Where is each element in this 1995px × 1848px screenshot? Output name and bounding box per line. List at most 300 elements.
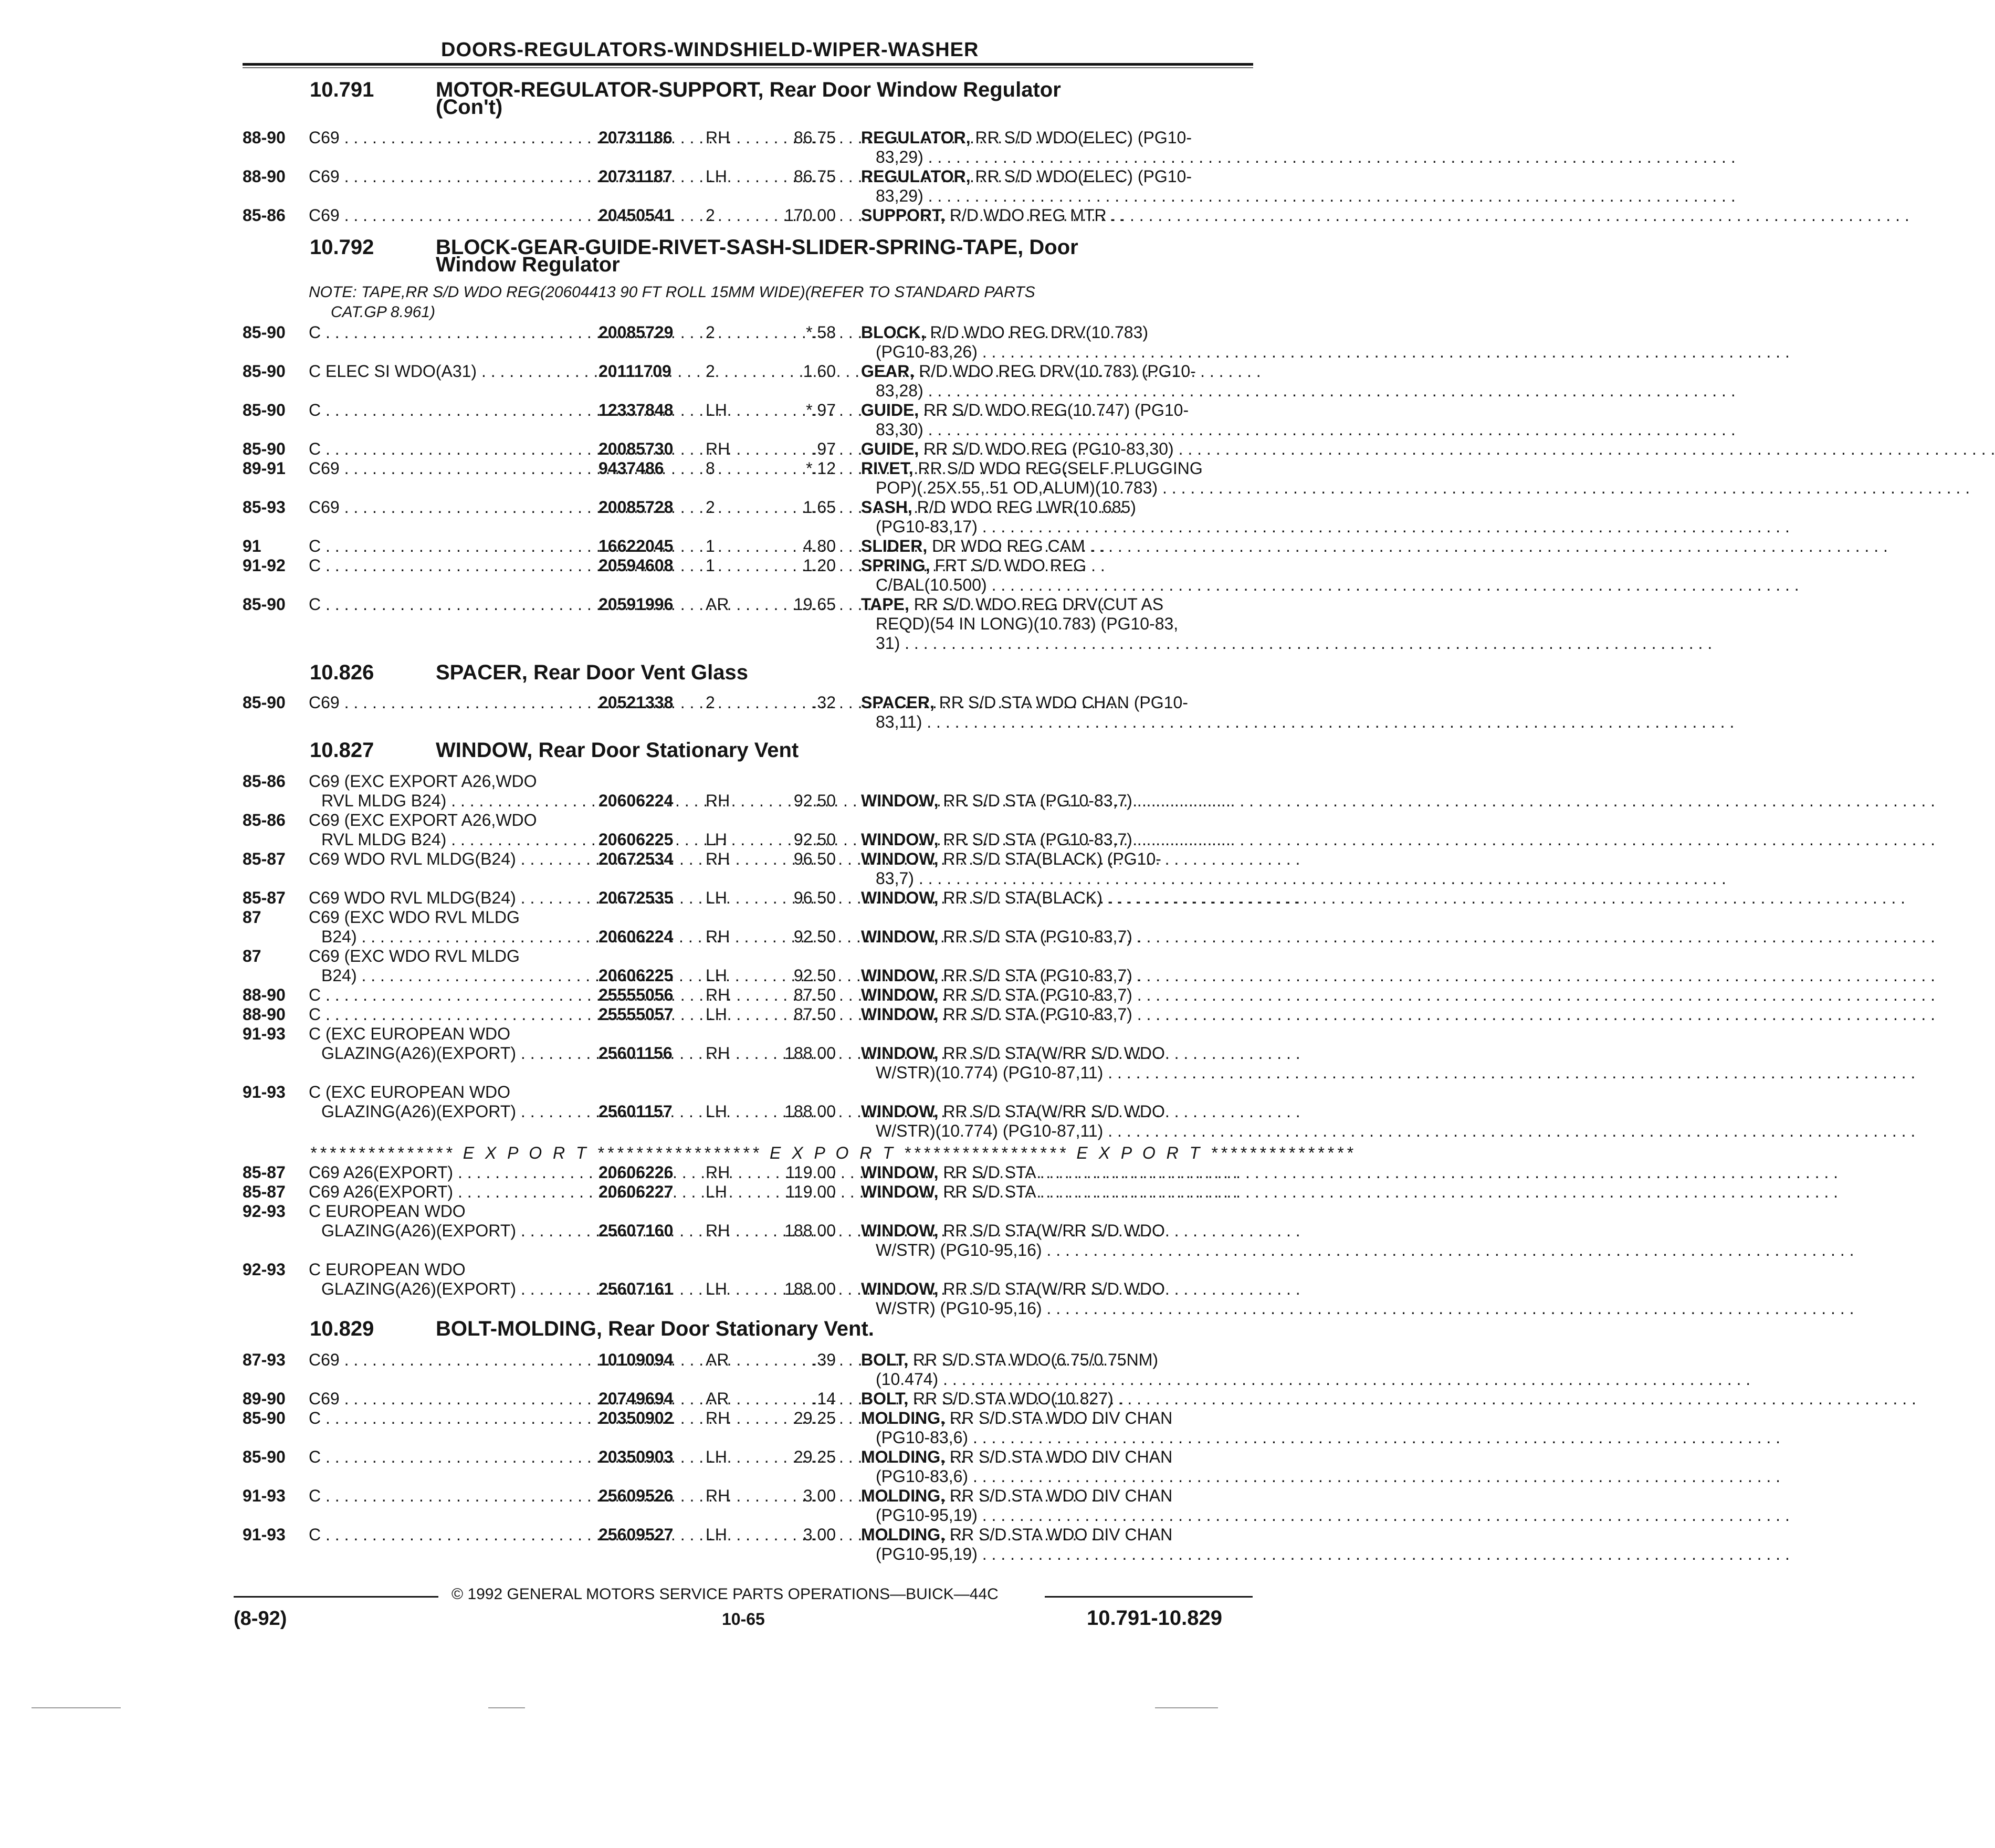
export-divider: *************** E X P O R T ***************** E X P O R T ***************** E X P O R T *************** xyxy=(310,1143,1356,1162)
part-detail-continued: 83,7) . . . xyxy=(876,869,1238,888)
model-code: C69 (EXC EXPORT A26,WDO xyxy=(309,772,537,791)
part-detail: RR S/D STA(W/RR S/D WDO xyxy=(938,1044,1165,1063)
price: 87.50 xyxy=(793,985,836,1004)
part-name: SLIDER, xyxy=(861,537,928,555)
part-detail: DR WDO REG CAM xyxy=(927,537,1085,555)
section-number: 10.791 xyxy=(310,78,374,101)
part-name: RIVET, xyxy=(861,459,914,478)
model-years: 92-93 xyxy=(243,1202,286,1221)
part-description xyxy=(861,985,1239,1004)
part-detail: RR S/D WDO REG DRV(CUT AS xyxy=(909,595,1164,614)
part-name: GUIDE, xyxy=(861,439,919,458)
quantity: 1 xyxy=(706,537,715,555)
price: 92.50 xyxy=(793,927,836,946)
part-number: 20731187 xyxy=(598,167,673,186)
quantity: LH xyxy=(706,1279,727,1298)
quantity: LH xyxy=(706,830,727,849)
model-code: C EUROPEAN WDO xyxy=(309,1202,466,1221)
part-detail: R/D WDO REG DRV(10.783) (PG10- xyxy=(914,362,1196,381)
part-description xyxy=(861,1102,1165,1121)
part-number: 20111709 xyxy=(598,362,671,381)
part-detail-continued: W/STR) (PG10-95,16) . . . xyxy=(876,1241,1238,1259)
part-number: 25609526 xyxy=(598,1486,674,1505)
part-name: WINDOW, xyxy=(861,1102,939,1121)
model-years: 87-93 xyxy=(243,1350,286,1369)
part-number: 25555057 xyxy=(598,1005,674,1024)
model-code: C69 . . . xyxy=(309,128,592,147)
part-detail: R/D WDO REG DRV(10.783) xyxy=(925,323,1149,342)
part-description xyxy=(861,362,1196,381)
part-number: 20672535 xyxy=(598,888,674,907)
scan-artifact xyxy=(32,1707,121,1708)
part-number: 20085730 xyxy=(598,439,674,458)
part-number: 20521338 xyxy=(598,693,674,712)
model-code: C . . . xyxy=(309,595,592,614)
quantity: RH xyxy=(706,791,730,810)
part-number: 20606224 xyxy=(598,927,674,946)
model-code: C ELEC SI WDO(A31) . . . xyxy=(309,362,592,381)
price: 4.80 xyxy=(803,537,836,555)
part-description xyxy=(861,1486,1172,1505)
section-number: 10.829 xyxy=(310,1317,374,1340)
quantity: RH xyxy=(706,439,730,458)
model-code: C69 . . . xyxy=(309,459,592,478)
price: 119.00 xyxy=(785,1163,836,1182)
quantity: AR xyxy=(706,595,729,614)
quantity: RH xyxy=(706,1409,730,1427)
part-detail-continued: (PG10-83,26) . . . xyxy=(876,342,1238,361)
part-number: 20731186 xyxy=(598,128,673,147)
section-title: BLOCK-GEAR-GUIDE-RIVET-SASH-SLIDER-SPRING-TAPE, Door xyxy=(436,236,1078,259)
quantity: RH xyxy=(706,927,730,946)
part-description xyxy=(861,849,1161,868)
part-detail: RR S/D STA (PG10-83,7) xyxy=(938,985,1132,1004)
part-description xyxy=(861,498,1136,517)
model-years: 85-87 xyxy=(243,1182,286,1201)
price: .32 xyxy=(812,693,836,712)
part-detail: RR S/D STA WDO(10.827) xyxy=(908,1389,1114,1408)
model-years: 88-90 xyxy=(243,128,286,147)
model-code: C69 (EXC EXPORT A26,WDO xyxy=(309,811,537,830)
part-detail: RR S/D STA(W/RR S/D WDO xyxy=(938,1102,1165,1121)
part-description xyxy=(861,830,1239,849)
part-name: MOLDING, xyxy=(861,1447,945,1466)
part-number: 25601156 xyxy=(598,1044,673,1063)
part-detail: RR S/D WDO(ELEC) (PG10- xyxy=(970,128,1192,147)
part-description xyxy=(861,1005,1239,1024)
part-number: 20606225 xyxy=(598,966,674,985)
footer-rule-right xyxy=(1045,1596,1253,1598)
model-code: C . . . xyxy=(309,323,592,342)
price: .14 xyxy=(812,1389,836,1408)
price: 188.00 xyxy=(784,1044,836,1063)
price: 3.00 xyxy=(803,1525,836,1544)
part-number: 20350902 xyxy=(598,1409,674,1427)
part-detail-continued: 83,29) . . . xyxy=(876,186,1238,205)
part-detail: RR S/D WDO REG(10.747) (PG10- xyxy=(919,401,1189,419)
part-detail-continued: 83,11) . . . xyxy=(876,712,1238,731)
part-number: 20085729 xyxy=(598,323,674,342)
part-name: REGULATOR, xyxy=(861,167,971,186)
price: 188.00 xyxy=(784,1279,836,1298)
part-number: 20606226 xyxy=(598,1163,674,1182)
part-number: 20594608 xyxy=(598,556,674,575)
model-years: 85-90 xyxy=(243,362,286,381)
part-number: 20350903 xyxy=(598,1447,674,1466)
part-description xyxy=(861,459,1203,478)
price: 170.00 xyxy=(784,206,836,225)
part-detail: RR S/D STA (PG10-83,7) xyxy=(938,791,1132,810)
footer-copyright: © 1992 GENERAL MOTORS SERVICE PARTS OPERATIONS—BUICK—44C xyxy=(452,1586,999,1603)
part-description xyxy=(861,1221,1165,1240)
part-detail: RR S/D STA WDO CHAN (PG10- xyxy=(934,693,1188,712)
price: 96.50 xyxy=(793,888,836,907)
model-years: 91 xyxy=(243,537,261,555)
model-years: 88-90 xyxy=(243,1005,286,1024)
part-number: 20085728 xyxy=(598,498,674,517)
section-title: MOTOR-REGULATOR-SUPPORT, Rear Door Window Regulator xyxy=(436,78,1061,101)
part-description xyxy=(861,1279,1165,1298)
quantity: LH xyxy=(706,1447,727,1466)
part-name: MOLDING, xyxy=(861,1409,945,1427)
part-detail-continued: (PG10-83,6) . . . xyxy=(876,1467,1238,1486)
part-detail-continued: 31) . . . xyxy=(876,634,1238,653)
model-years: 88-90 xyxy=(243,985,286,1004)
part-number: 25607160 xyxy=(598,1221,674,1240)
model-years: 85-90 xyxy=(243,1447,286,1466)
part-detail: RR S/D STA WDO(6.75/0.75NM) xyxy=(908,1350,1159,1369)
part-detail: R/D WDO REG MTR xyxy=(945,206,1107,225)
model-years: 85-87 xyxy=(243,1163,286,1182)
model-code-continued: GLAZING(A26)(EXPORT) . . . xyxy=(321,1279,592,1298)
footer-date: (8-92) xyxy=(234,1608,287,1630)
part-detail-continued: C/BAL(10.500) . . . xyxy=(876,575,1238,594)
price: 92.50 xyxy=(793,966,836,985)
model-code: C . . . xyxy=(309,1005,592,1024)
price: *.58 xyxy=(806,323,836,342)
part-name: GEAR, xyxy=(861,362,915,381)
part-name: WINDOW, xyxy=(861,888,939,907)
part-number: 20591996 xyxy=(598,595,674,614)
part-name: WINDOW, xyxy=(861,985,939,1004)
part-detail-continued: (PG10-83,6) . . . xyxy=(876,1428,1238,1447)
part-detail: RR S/D STA WDO DIV CHAN xyxy=(944,1486,1173,1505)
part-detail: RR S/D STA WDO DIV CHAN xyxy=(944,1525,1173,1544)
model-years: 85-90 xyxy=(243,693,286,712)
part-number: 25601157 xyxy=(598,1102,673,1121)
part-number: 25607161 xyxy=(598,1279,674,1298)
model-code: C . . . xyxy=(309,1447,592,1466)
header-rule-thin xyxy=(243,67,1253,68)
model-code: C69 A26(EXPORT) . . . xyxy=(309,1182,592,1201)
price: *.12 xyxy=(806,459,836,478)
part-description xyxy=(861,167,1192,186)
quantity: AR xyxy=(706,1350,729,1369)
quantity: 2 xyxy=(706,323,715,342)
part-name: WINDOW, xyxy=(861,1279,939,1298)
price: 19.65 xyxy=(793,595,836,614)
part-name: BOLT, xyxy=(861,1389,909,1408)
model-years: 85-86 xyxy=(243,206,286,225)
footer-section-range: 10.791-10.829 xyxy=(1087,1606,1223,1630)
part-number: 20672534 xyxy=(598,849,674,868)
part-name: MOLDING, xyxy=(861,1486,945,1505)
model-years: 91-93 xyxy=(243,1486,286,1505)
part-detail: RR S/D STA xyxy=(938,1182,1035,1201)
quantity: LH xyxy=(706,167,727,186)
model-code-continued: GLAZING(A26)(EXPORT) . . . xyxy=(321,1044,592,1063)
price: 188.00 xyxy=(784,1221,836,1240)
quantity: RH xyxy=(706,849,730,868)
price: 1.20 xyxy=(803,556,836,575)
model-code: C . . . xyxy=(309,401,592,419)
part-name: WINDOW, xyxy=(861,1044,939,1063)
model-code: C69 (EXC WDO RVL MLDG xyxy=(309,908,520,927)
part-detail: RR S/D STA(BLACK) (PG10- xyxy=(938,849,1161,868)
model-code: C . . . xyxy=(309,1486,592,1505)
part-detail-continued: W/STR) (PG10-95,16) . . . xyxy=(876,1299,1238,1318)
model-years: 85-90 xyxy=(243,439,286,458)
price: 1.60 xyxy=(803,362,836,381)
model-code-continued: B24) . . . xyxy=(321,927,592,946)
model-code: C69 A26(EXPORT) . . . xyxy=(309,1163,592,1182)
quantity: 2 xyxy=(706,693,715,712)
part-number: 20606227 xyxy=(598,1182,674,1201)
model-code: C (EXC EUROPEAN WDO xyxy=(309,1024,511,1043)
model-years: 87 xyxy=(243,947,261,965)
part-number: 12337848 xyxy=(598,401,674,419)
part-number: 20450541 xyxy=(598,206,674,225)
model-code-continued: RVL MLDG B24) . . . xyxy=(321,830,592,849)
part-name: MOLDING, xyxy=(861,1525,945,1544)
quantity: 2 xyxy=(706,498,715,517)
model-years: 91-93 xyxy=(243,1083,286,1101)
price: .39 xyxy=(812,1350,836,1369)
part-name: BOLT, xyxy=(861,1350,909,1369)
part-description xyxy=(861,556,1086,575)
part-detail-continued: POP)(.25X.55,.51 OD,ALUM)(10.783) . . . xyxy=(876,478,1238,497)
model-code-continued: GLAZING(A26)(EXPORT) . . . xyxy=(321,1102,592,1121)
model-code: C69 WDO RVL MLDG(B24) . . . xyxy=(309,849,592,868)
section-title-continued: (Con't) xyxy=(436,96,503,119)
quantity: LH xyxy=(706,966,727,985)
part-name: WINDOW, xyxy=(861,849,939,868)
page-title: DOORS-REGULATORS-WINDSHIELD-WIPER-WASHER xyxy=(441,39,979,61)
part-detail-continued: (PG10-83,17) . . . xyxy=(876,517,1238,536)
part-description xyxy=(861,1163,1239,1182)
model-code: C69 . . . xyxy=(309,167,592,186)
price: 1.65 xyxy=(803,498,836,517)
part-name: WINDOW, xyxy=(861,1163,939,1182)
part-detail-continued: (PG10-95,19) . . . xyxy=(876,1545,1238,1563)
part-name: SPACER, xyxy=(861,693,934,712)
price: 86.75 xyxy=(793,167,836,186)
part-detail: RR S/D STA(W/RR S/D WDO xyxy=(938,1279,1165,1298)
part-detail: RR S/D WDO(ELEC) (PG10- xyxy=(970,167,1192,186)
part-name: BLOCK, xyxy=(861,323,926,342)
quantity: LH xyxy=(706,1005,727,1024)
part-number: 20606224 xyxy=(598,791,674,810)
part-name: WINDOW, xyxy=(861,1182,939,1201)
model-code: C69 . . . xyxy=(309,1350,592,1369)
part-description xyxy=(861,206,1239,225)
footer-page-number: 10-65 xyxy=(722,1610,765,1629)
part-detail: FRT S/D WDO REG xyxy=(930,556,1087,575)
model-code-continued: GLAZING(A26)(EXPORT) . . . xyxy=(321,1221,592,1240)
price: 92.50 xyxy=(793,791,836,810)
part-number: 25609527 xyxy=(598,1525,674,1544)
quantity: LH xyxy=(706,1102,727,1121)
quantity: 1 xyxy=(706,556,715,575)
model-code-continued: B24) . . . xyxy=(321,966,592,985)
model-years: 85-87 xyxy=(243,849,286,868)
model-years: 91-93 xyxy=(243,1525,286,1544)
part-detail: RR S/D STA xyxy=(938,1163,1035,1182)
section-title: WINDOW, Rear Door Stationary Vent xyxy=(436,739,799,762)
part-number: 16622045 xyxy=(598,537,674,555)
part-description xyxy=(861,888,1239,907)
model-code: C . . . xyxy=(309,439,592,458)
section-title-continued: Window Regulator xyxy=(436,253,620,276)
section-title: BOLT-MOLDING, Rear Door Stationary Vent. xyxy=(436,1317,874,1340)
model-years: 85-90 xyxy=(243,595,286,614)
part-detail-continued: W/STR)(10.774) (PG10-87,11) . . . xyxy=(876,1121,1238,1140)
section-title: SPACER, Rear Door Vent Glass xyxy=(436,661,748,684)
model-years: 92-93 xyxy=(243,1260,286,1279)
model-years: 91-92 xyxy=(243,556,286,575)
part-name: TAPE, xyxy=(861,595,909,614)
part-number: 20606225 xyxy=(598,830,674,849)
part-detail: RR S/D WDO REG(SELF PLUGGING xyxy=(913,459,1203,478)
part-name: GUIDE, xyxy=(861,401,919,419)
quantity: LH xyxy=(706,1525,727,1544)
scan-artifact xyxy=(1155,1707,1218,1708)
price: 86.75 xyxy=(793,128,836,147)
model-years: 91-93 xyxy=(243,1024,286,1043)
model-code: C69 . . . xyxy=(309,498,592,517)
quantity: LH xyxy=(706,401,727,419)
model-code-continued: RVL MLDG B24) . . . xyxy=(321,791,592,810)
part-description xyxy=(861,791,1239,810)
part-detail-continued: 83,28) . . . xyxy=(876,381,1238,400)
header-rule xyxy=(243,63,1253,66)
quantity: 2 xyxy=(706,362,715,381)
part-detail-continued: 83,30) . . . xyxy=(876,420,1238,439)
part-name: WINDOW, xyxy=(861,791,939,810)
price: 96.50 xyxy=(793,849,836,868)
model-years: 85-86 xyxy=(243,772,286,791)
part-name: WINDOW, xyxy=(861,1005,939,1024)
model-years: 85-90 xyxy=(243,1409,286,1427)
price: 3.00 xyxy=(803,1486,836,1505)
part-description xyxy=(861,595,1163,614)
part-number: 9437486 xyxy=(598,459,664,478)
part-detail: RR S/D STA WDO DIV CHAN xyxy=(944,1447,1173,1466)
price: 119.00 xyxy=(785,1182,836,1201)
model-years: 87 xyxy=(243,908,261,927)
part-detail: RR S/D WDO REG (PG10-83,30) . . xyxy=(919,439,1193,458)
quantity: RH xyxy=(706,1163,730,1182)
model-code: C . . . xyxy=(309,1525,592,1544)
price: 87.50 xyxy=(793,1005,836,1024)
quantity: AR xyxy=(706,1389,729,1408)
part-description xyxy=(861,1525,1172,1544)
model-years: 88-90 xyxy=(243,167,286,186)
model-code: C69 . . . xyxy=(309,693,592,712)
part-number: 25555056 xyxy=(598,985,674,1004)
model-code: C69 . . . xyxy=(309,1389,592,1408)
part-detail: RR S/D STA (PG10-83,7) xyxy=(938,966,1132,985)
quantity: RH xyxy=(706,1221,730,1240)
part-description xyxy=(861,1389,1239,1408)
model-years: 89-90 xyxy=(243,1389,286,1408)
quantity: RH xyxy=(706,1486,730,1505)
part-description xyxy=(861,323,1148,342)
model-code: C69 (EXC WDO RVL MLDG xyxy=(309,947,520,965)
section-number: 10.826 xyxy=(310,661,374,684)
footer-rule-left xyxy=(234,1596,438,1598)
part-description xyxy=(861,1044,1165,1063)
quantity: LH xyxy=(706,1182,727,1201)
part-detail-continued: (PG10-95,19) . . . xyxy=(876,1506,1238,1525)
quantity: RH xyxy=(706,1044,730,1063)
model-years: 85-90 xyxy=(243,323,286,342)
part-description xyxy=(861,1447,1172,1466)
quantity: RH xyxy=(706,128,730,147)
part-description xyxy=(861,927,1239,946)
part-detail: RR S/D STA (PG10-83,7) xyxy=(938,1005,1132,1024)
model-code: C . . . xyxy=(309,537,592,555)
model-years: 85-90 xyxy=(243,401,286,419)
part-description xyxy=(861,537,1239,555)
quantity: 8 xyxy=(706,459,715,478)
part-number: 10109094 xyxy=(598,1350,674,1369)
model-years: 85-87 xyxy=(243,888,286,907)
model-years: 89-91 xyxy=(243,459,286,478)
model-code: C . . . xyxy=(309,985,592,1004)
part-description xyxy=(861,1350,1158,1369)
part-number: 20749694 xyxy=(598,1389,674,1408)
price: 29.25 xyxy=(793,1409,836,1427)
model-years: 85-86 xyxy=(243,811,286,830)
part-name: SASH, xyxy=(861,498,912,517)
scan-artifact xyxy=(488,1707,525,1708)
price: 29.25 xyxy=(793,1447,836,1466)
quantity: LH xyxy=(706,888,727,907)
quantity: 2 xyxy=(706,206,715,225)
part-description xyxy=(861,128,1192,147)
model-code: C69 WDO RVL MLDG(B24) . . . xyxy=(309,888,592,907)
section-number: 10.827 xyxy=(310,739,374,762)
part-detail-continued: 83,29) . . . xyxy=(876,148,1238,166)
price: 92.50 xyxy=(793,830,836,849)
section-number: 10.792 xyxy=(310,236,374,259)
price: *.97 xyxy=(806,401,836,419)
part-detail: RR S/D STA (PG10-83,7) xyxy=(938,830,1132,849)
part-detail: RR S/D STA WDO DIV CHAN xyxy=(944,1409,1173,1427)
part-detail-continued: W/STR)(10.774) (PG10-87,11) . . . xyxy=(876,1063,1238,1082)
part-description xyxy=(861,439,1239,458)
section-note-continued: CAT.GP 8.961) xyxy=(331,303,435,321)
part-name: WINDOW, xyxy=(861,927,939,946)
part-name: REGULATOR, xyxy=(861,128,971,147)
part-name: WINDOW, xyxy=(861,966,939,985)
part-description xyxy=(861,1182,1239,1201)
model-code: C (EXC EUROPEAN WDO xyxy=(309,1083,511,1101)
part-detail: RR S/D STA(BLACK) xyxy=(938,888,1102,907)
section-note: NOTE: TAPE,RR S/D WDO REG(20604413 90 FT ROLL 15MM WIDE)(REFER TO STANDARD PARTS xyxy=(309,284,1035,301)
part-detail: RR S/D STA (PG10-83,7) xyxy=(938,927,1132,946)
